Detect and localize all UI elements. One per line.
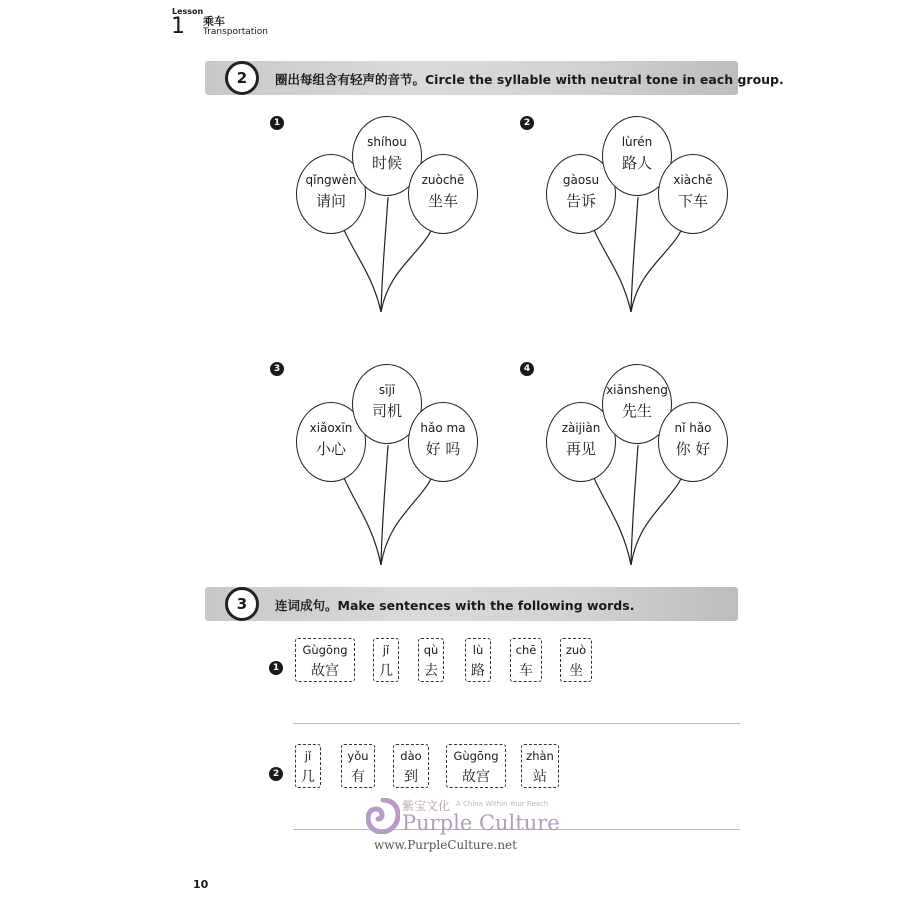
card-pinyin: zuò bbox=[565, 643, 587, 657]
card-pinyin: qù bbox=[423, 643, 439, 657]
page-number: 10 bbox=[193, 878, 209, 891]
balloon-hanzi: 再见 bbox=[565, 440, 596, 458]
balloon-pinyin: zàijiàn bbox=[561, 421, 601, 435]
card-hanzi: 几 bbox=[379, 663, 393, 679]
balloon-pinyin: xiānsheng bbox=[606, 383, 668, 397]
section-2-instruction: 圈出每组含有轻声的音节。Circle the syllable with neutral tone in each group. bbox=[275, 72, 784, 87]
balloon-pinyin: shíhou bbox=[367, 135, 407, 149]
section-2-number: 2 bbox=[225, 61, 259, 95]
card-pinyin: jǐ bbox=[382, 643, 390, 657]
card-hanzi: 坐 bbox=[569, 663, 583, 679]
balloon-hanzi: 好 吗 bbox=[425, 440, 461, 458]
balloon-hanzi: 时候 bbox=[371, 154, 402, 172]
watermark-name: Purple Culture bbox=[402, 811, 560, 835]
section-3-number: 3 bbox=[225, 587, 259, 621]
balloon-right[interactable] bbox=[658, 402, 728, 482]
row-number: 1 bbox=[269, 661, 283, 675]
balloon-group-3 bbox=[270, 360, 480, 560]
balloon-hanzi: 司机 bbox=[371, 402, 402, 420]
lesson-title-chinese: 乘车 bbox=[203, 15, 225, 28]
watermark-tagline: A China Within Your Reach bbox=[456, 800, 549, 808]
word-card[interactable] bbox=[510, 638, 542, 682]
card-pinyin: yǒu bbox=[347, 749, 369, 763]
group-number: 1 bbox=[270, 116, 284, 130]
watermark-name-chinese: 紫宝文化 bbox=[402, 799, 451, 813]
balloon-hanzi: 坐车 bbox=[427, 192, 458, 210]
balloon-pinyin: hǎo ma bbox=[420, 421, 466, 435]
card-hanzi: 路 bbox=[471, 663, 485, 679]
balloon-pinyin: xiǎoxīn bbox=[309, 421, 353, 435]
balloon-group-4 bbox=[520, 360, 730, 560]
balloon-hanzi: 请问 bbox=[315, 192, 346, 210]
lesson-title-english: Transportation bbox=[203, 27, 268, 37]
word-card[interactable] bbox=[465, 638, 491, 682]
group-number: 2 bbox=[520, 116, 534, 130]
row-number: 2 bbox=[269, 767, 283, 781]
balloon-hanzi: 小心 bbox=[315, 440, 346, 458]
balloon-right[interactable] bbox=[658, 154, 728, 234]
answer-line-1[interactable] bbox=[293, 723, 740, 724]
word-card[interactable] bbox=[560, 638, 592, 682]
card-hanzi: 故宫 bbox=[311, 663, 339, 679]
balloon-pinyin: nǐ hǎo bbox=[674, 421, 712, 435]
card-hanzi: 几 bbox=[301, 769, 315, 785]
balloon-pinyin: gàosu bbox=[562, 173, 600, 187]
card-hanzi: 到 bbox=[404, 769, 418, 785]
word-card-row-1 bbox=[0, 638, 900, 684]
card-hanzi: 有 bbox=[351, 769, 365, 785]
purple-culture-logo-icon bbox=[366, 798, 400, 834]
group-number: 3 bbox=[270, 362, 284, 376]
balloon-hanzi: 你 好 bbox=[675, 440, 711, 458]
card-pinyin: dào bbox=[400, 749, 422, 763]
card-hanzi: 车 bbox=[519, 663, 533, 679]
lesson-label: Lesson bbox=[172, 7, 204, 16]
section-3-instruction: 连词成句。Make sentences with the following words. bbox=[275, 598, 635, 613]
word-card[interactable] bbox=[295, 638, 355, 682]
watermark-url: www.PurpleCulture.net bbox=[374, 838, 517, 852]
balloon-pinyin: qǐngwèn bbox=[305, 173, 357, 187]
balloon-hanzi: 先生 bbox=[621, 402, 652, 420]
balloon-group-1 bbox=[270, 112, 480, 312]
card-hanzi: 去 bbox=[424, 663, 438, 679]
balloon-pinyin: zuòchē bbox=[421, 173, 465, 187]
balloon-group-2 bbox=[520, 112, 730, 312]
word-card[interactable] bbox=[295, 744, 321, 788]
balloon-pinyin: xiàchē bbox=[673, 173, 713, 187]
card-pinyin: chē bbox=[515, 643, 537, 657]
balloon-hanzi: 下车 bbox=[677, 192, 708, 210]
card-hanzi: 站 bbox=[533, 769, 547, 785]
balloon-pinyin: lùrén bbox=[621, 135, 653, 149]
balloon-right[interactable] bbox=[408, 154, 478, 234]
card-pinyin: jǐ bbox=[304, 749, 312, 763]
card-pinyin: Gùgōng bbox=[453, 749, 499, 763]
card-pinyin: lù bbox=[472, 643, 484, 657]
balloon-pinyin: sījī bbox=[378, 383, 396, 397]
word-card[interactable] bbox=[418, 638, 444, 682]
lesson-number: 1 bbox=[171, 14, 185, 39]
card-hanzi: 故宫 bbox=[462, 769, 490, 785]
word-card[interactable] bbox=[446, 744, 506, 788]
word-card[interactable] bbox=[373, 638, 399, 682]
word-card-row-2 bbox=[0, 744, 900, 790]
word-card[interactable] bbox=[521, 744, 559, 788]
balloon-right[interactable] bbox=[408, 402, 478, 482]
group-number: 4 bbox=[520, 362, 534, 376]
word-card[interactable] bbox=[341, 744, 375, 788]
word-card[interactable] bbox=[393, 744, 429, 788]
balloon-hanzi: 路人 bbox=[621, 154, 652, 172]
balloon-hanzi: 告诉 bbox=[565, 192, 596, 210]
card-pinyin: Gùgōng bbox=[302, 643, 348, 657]
card-pinyin: zhàn bbox=[526, 749, 554, 763]
